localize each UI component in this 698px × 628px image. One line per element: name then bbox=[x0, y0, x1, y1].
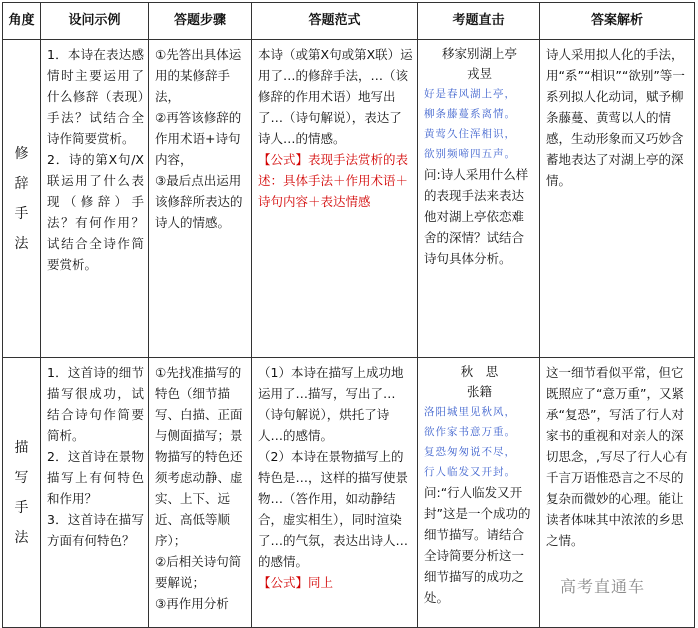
answer-paradigm-cell bbox=[252, 40, 418, 358]
formula-text: 【公式】表现手法赏析的表述：具体手法＋作用术语＋诗句内容＋表达情感 bbox=[258, 152, 409, 209]
header-answer-analysis: 答案解析 bbox=[540, 3, 695, 40]
question-examples-text: 1．本诗在表达感情时主要运用了什么修辞（表现）手法？试结合全诗作简要赏析。 2．诗的第X句/X联运用了什么表现（修辞）手法？有何作用？试结合全诗作简要赏析。 bbox=[47, 47, 144, 272]
angle-char: 修 bbox=[14, 145, 29, 162]
header-answer-steps: 答题步骤 bbox=[149, 3, 252, 40]
angle-char: 法 bbox=[14, 529, 29, 546]
poem-line: 欲作家书意万重。 bbox=[424, 426, 516, 438]
header-answer-paradigm: 答题范式 bbox=[252, 3, 418, 40]
angle-char: 描 bbox=[14, 439, 29, 456]
header-row bbox=[3, 3, 695, 40]
paradigm-text: 本诗（或第X句或第X联）运用了…的修辞手法，…（该修辞的作用术语）地写出了…（诗句解说），表达了诗人…的情感。 bbox=[258, 47, 413, 146]
poetry-answer-table bbox=[2, 2, 695, 628]
question-examples-text: 1．这首诗的细节描写很成功，试结合诗句作简要简析。 2．这首诗在景物描写上有何特色和作用？ 3．这首诗在描写方面有何特色？ bbox=[47, 365, 144, 548]
formula-text: 【公式】同上 bbox=[258, 575, 334, 590]
poem-author: 张籍 bbox=[466, 384, 492, 399]
question-examples-cell bbox=[41, 358, 149, 628]
answer-analysis-cell bbox=[540, 40, 695, 358]
poem-line: 黄莺久住浑相识， bbox=[424, 128, 516, 140]
angle-char: 法 bbox=[14, 235, 29, 252]
exam-question-cell bbox=[418, 40, 540, 358]
poem-title: 移家别湖上亭 bbox=[441, 46, 517, 61]
angle-char: 手 bbox=[14, 205, 29, 222]
header-exam-question: 考题直击 bbox=[418, 3, 540, 40]
angle-cell bbox=[3, 358, 41, 628]
watermark: 高考直通车 bbox=[560, 577, 646, 596]
header-angle: 角度 bbox=[3, 3, 41, 40]
angle-char: 手 bbox=[14, 499, 29, 516]
poem-line: 复恐匆匆说不尽， bbox=[424, 446, 516, 458]
answer-analysis-text: 诗人采用拟人化的手法，用“系”“相识”“欲别”等一系列拟人化动词，赋予柳条藤蔓、黄莺以人的情感，生动形象而又巧妙含蓄地表达了对湖上亭的深情。 bbox=[546, 47, 685, 188]
answer-steps-cell bbox=[149, 358, 252, 628]
poem-line: 欲别频啼四五声。 bbox=[424, 148, 516, 160]
answer-steps-text: ①先找准描写的特色（细节描写、白描、正面与侧面描写；景物描写的特色还须考虑动静、虚实、上下、远近、高低等顺序）； ②后相关诗句简要解说； ③再作用分析 bbox=[155, 365, 243, 611]
poem-line: 好是春风湖上亭， bbox=[424, 88, 516, 100]
angle-char: 写 bbox=[14, 469, 29, 486]
answer-steps-cell bbox=[149, 40, 252, 358]
poem-line: 柳条藤蔓系离情。 bbox=[424, 108, 516, 120]
poem-title: 秋 思 bbox=[460, 364, 499, 379]
paradigm-text: （1）本诗在描写上成功地运用了…描写，写出了…（诗句解说），烘托了诗人…的感情。 （2）本诗在景物描写上的特色是…，这样的描写使景物…（答作用，如动静结合，虚实相生），同时渲染了…的气氛，表达出诗人…的感情。 bbox=[258, 365, 409, 569]
angle-char: 辞 bbox=[14, 175, 29, 192]
poem-author: 戎昱 bbox=[466, 66, 492, 81]
exam-question-cell bbox=[418, 358, 540, 628]
angle-cell bbox=[3, 40, 41, 358]
exam-question-text: 问:诗人采用什么样的表现手法来表达他对湖上亭依恋难舍的深情？试结合诗句具体分析。 bbox=[424, 167, 529, 266]
row-rhetorical-devices bbox=[3, 40, 695, 358]
answer-steps-text: ①先答出具体运用的某修辞手法， ②再答该修辞的作用术语+诗句内容， ③最后点出运用该修辞所表达的诗人的情感。 bbox=[155, 47, 243, 230]
poem-line: 行人临发又开封。 bbox=[424, 466, 516, 478]
exam-question-text: 问:“行人临发又开封”这是一个成功的细节描写。请结合全诗简要分析这一细节描写的成功之处。 bbox=[424, 485, 531, 605]
answer-analysis-text: 这一细节看似平常，但它既照应了“意万重”，又紧承“复恐”，写活了行人对家书的重视和对亲人的深切思念，,写尽了行人心有千言万语惟恐言之不尽的复杂而微妙的心理。能让读者体味其中浓浓的乡思之情。 bbox=[546, 365, 688, 548]
poem-line: 洛阳城里见秋风， bbox=[424, 406, 516, 418]
question-examples-cell bbox=[41, 40, 149, 358]
answer-paradigm-cell bbox=[252, 358, 418, 628]
header-question-examples: 设问示例 bbox=[41, 3, 149, 40]
